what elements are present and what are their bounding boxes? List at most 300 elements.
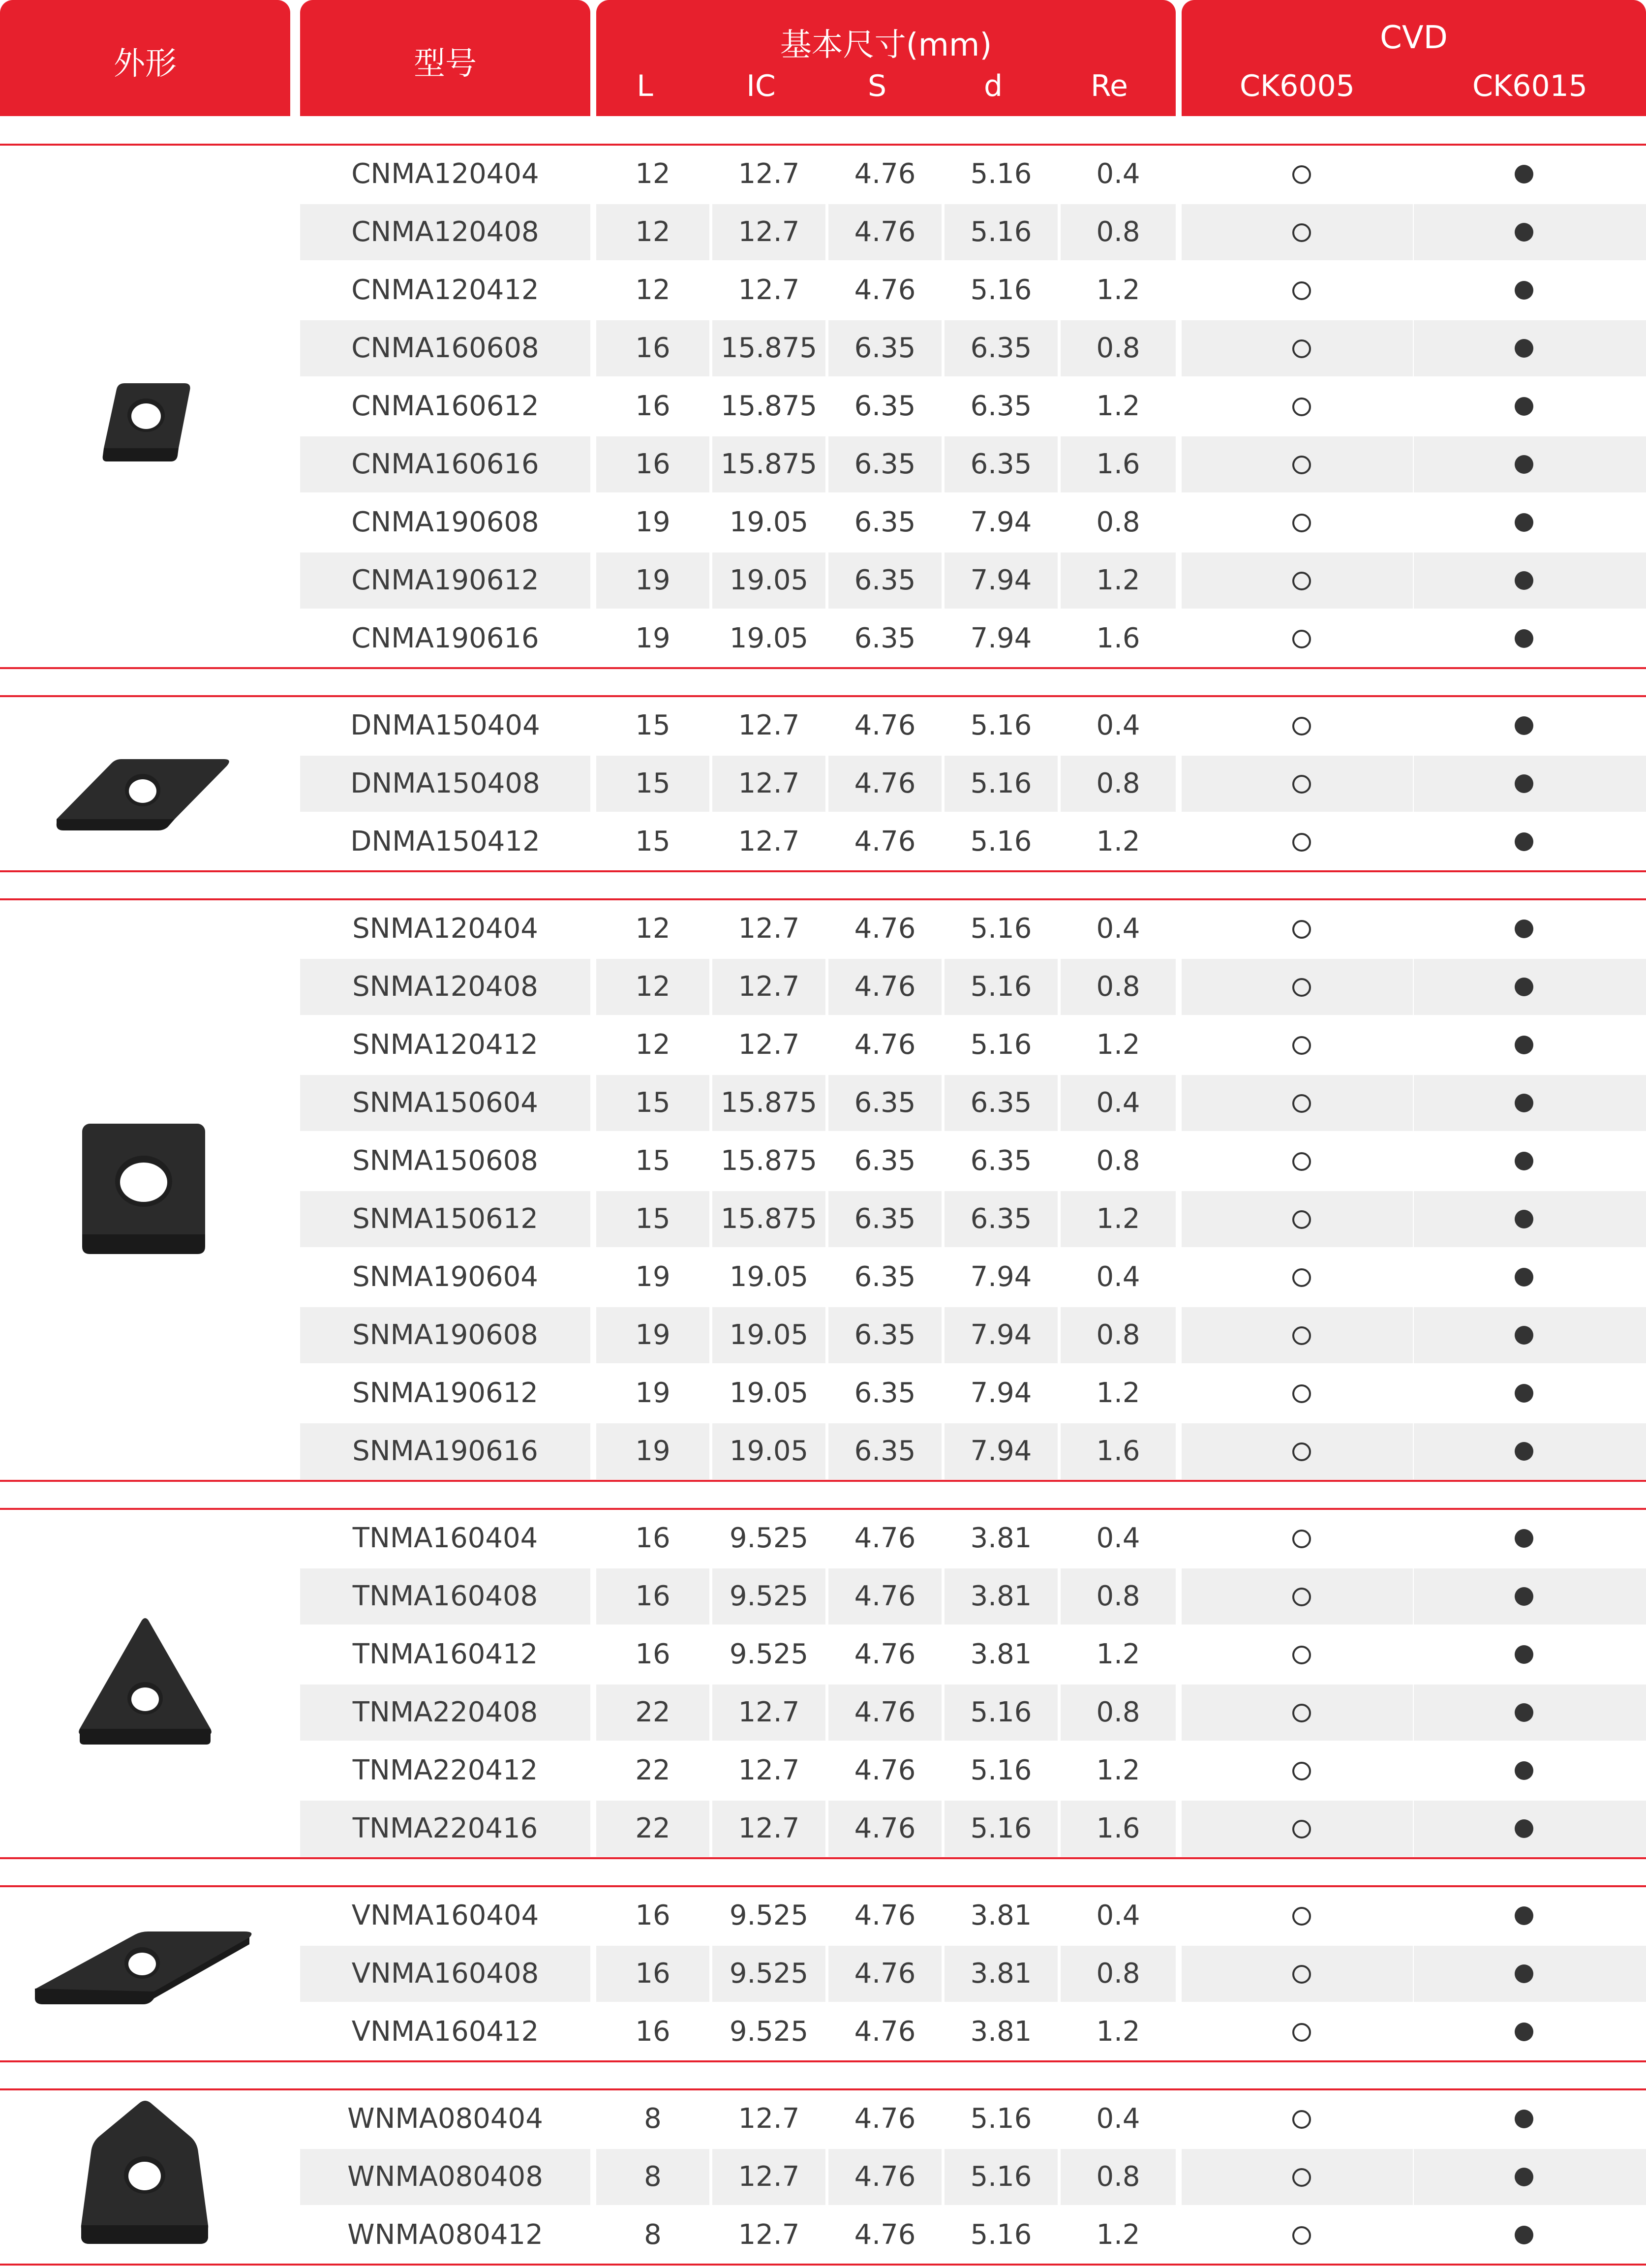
availability-ck6005 <box>1272 1509 1330 1567</box>
square-insert-icon <box>81 1121 209 1261</box>
dim-cell-S: 6.35 <box>854 622 916 654</box>
availability-ck6005 <box>1272 319 1330 377</box>
availability-ck6015 <box>1495 1306 1553 1364</box>
availability-ck6015 <box>1495 145 1553 203</box>
dim-cell-S: 4.76 <box>854 2161 916 2193</box>
dim-cell-IC: 12.7 <box>738 2219 800 2251</box>
model-cell: SNMA190612 <box>352 1377 538 1409</box>
open-circle-icon <box>1292 717 1311 736</box>
dim-cell-Re: 1.6 <box>1096 1435 1140 1467</box>
dim-cell-S: 4.76 <box>854 2016 916 2048</box>
open-circle-icon <box>1292 630 1311 648</box>
dim-cell-S: 6.35 <box>854 564 916 596</box>
availability-ck6005 <box>1272 1625 1330 1684</box>
header-col-d: d <box>983 69 1003 103</box>
dim-cell-Re: 1.2 <box>1096 2219 1140 2251</box>
filled-circle-icon <box>1515 571 1533 590</box>
dim-cell-Re: 0.4 <box>1096 1900 1140 1931</box>
dim-cell-L: 16 <box>635 448 671 480</box>
dim-cell-L: 15 <box>635 826 671 858</box>
dim-cell-L: 16 <box>635 1638 671 1670</box>
filled-circle-icon <box>1515 2226 1533 2244</box>
dim-cell-S: 4.76 <box>854 709 916 741</box>
dim-cell-L: 12 <box>635 274 671 306</box>
dim-cell-Re: 0.8 <box>1096 216 1140 248</box>
dim-cell-IC: 12.7 <box>738 1696 800 1728</box>
open-circle-icon <box>1292 833 1311 852</box>
dim-cell-S: 4.76 <box>854 1754 916 1786</box>
dim-cell-d: 7.94 <box>970 1261 1032 1293</box>
availability-ck6005 <box>1272 1074 1330 1132</box>
model-cell: TNMA220416 <box>352 1812 538 1844</box>
dim-cell-S: 4.76 <box>854 1812 916 1844</box>
filled-circle-icon <box>1515 1442 1533 1461</box>
dim-cell-IC: 9.525 <box>729 1638 809 1670</box>
dim-cell-d: 7.94 <box>970 1377 1032 1409</box>
rhombic-80-insert-icon <box>91 337 199 477</box>
availability-ck6005 <box>1272 2090 1330 2148</box>
header-shape-cell <box>0 0 290 116</box>
dim-cell-IC: 9.525 <box>729 1900 809 1931</box>
dim-cell-IC: 12.7 <box>738 767 800 799</box>
availability-ck6015 <box>1495 2148 1553 2206</box>
open-circle-icon <box>1292 514 1311 532</box>
dim-cell-IC: 9.525 <box>729 1958 809 1990</box>
dim-cell-IC: 19.05 <box>729 622 809 654</box>
dim-cell-L: 19 <box>635 1377 671 1409</box>
availability-ck6015 <box>1495 1422 1553 1480</box>
header-model-label: 型号 <box>414 46 477 82</box>
dim-cell-L: 15 <box>635 1145 671 1177</box>
dim-cell-d: 5.16 <box>970 2103 1032 2135</box>
availability-ck6015 <box>1495 552 1553 610</box>
dim-cell-IC: 15.875 <box>721 332 817 364</box>
filled-circle-icon <box>1515 281 1533 300</box>
availability-ck6005 <box>1272 493 1330 552</box>
dim-cell-d: 5.16 <box>970 913 1032 945</box>
open-circle-icon <box>1292 165 1311 184</box>
dim-cell-Re: 0.4 <box>1096 2103 1140 2135</box>
dim-cell-S: 4.76 <box>854 1958 916 1990</box>
dim-cell-S: 6.35 <box>854 1377 916 1409</box>
model-cell: CNMA120412 <box>351 274 539 306</box>
model-cell: WNMA080404 <box>347 2103 543 2135</box>
dim-cell-d: 5.16 <box>970 1754 1032 1786</box>
model-cell: CNMA120404 <box>351 158 539 190</box>
filled-circle-icon <box>1515 832 1533 851</box>
dim-cell-IC: 15.875 <box>721 448 817 480</box>
dim-cell-IC: 9.525 <box>729 2016 809 2048</box>
model-cell: SNMA120412 <box>352 1029 538 1061</box>
dim-cell-S: 4.76 <box>854 1900 916 1931</box>
dim-cell-d: 6.35 <box>970 1203 1032 1235</box>
header-model-cell <box>300 0 590 116</box>
dim-cell-IC: 15.875 <box>721 1145 817 1177</box>
dim-cell-L: 16 <box>635 1580 671 1612</box>
dim-cell-IC: 12.7 <box>738 1754 800 1786</box>
dim-cell-L: 15 <box>635 1087 671 1119</box>
dim-cell-S: 4.76 <box>854 1580 916 1612</box>
availability-ck6015 <box>1495 2003 1553 2061</box>
header-cvd-title: CVD <box>1380 20 1448 56</box>
dim-cell-Re: 0.4 <box>1096 913 1140 945</box>
availability-ck6015 <box>1495 1567 1553 1625</box>
availability-ck6015 <box>1495 377 1553 435</box>
dim-cell-d: 5.16 <box>970 1696 1032 1728</box>
dim-cell-Re: 0.4 <box>1096 158 1140 190</box>
header-cvd-cell <box>1182 0 1646 116</box>
filled-circle-icon <box>1515 1094 1533 1112</box>
dim-cell-d: 3.81 <box>970 1638 1032 1670</box>
dim-cell-S: 6.35 <box>854 448 916 480</box>
dim-cell-Re: 1.6 <box>1096 1812 1140 1844</box>
filled-circle-icon <box>1515 1529 1533 1548</box>
filled-circle-icon <box>1515 397 1533 416</box>
dim-cell-Re: 0.8 <box>1096 1958 1140 1990</box>
filled-circle-icon <box>1515 339 1533 358</box>
dim-cell-d: 6.35 <box>970 390 1032 422</box>
open-circle-icon <box>1292 1704 1311 1722</box>
model-cell: CNMA160608 <box>351 332 539 364</box>
availability-ck6015 <box>1495 1364 1553 1422</box>
header-dimensions-cell <box>596 0 1176 116</box>
rhombic-55-insert-icon <box>52 725 239 845</box>
model-cell: VNMA160404 <box>351 1900 539 1931</box>
availability-ck6005 <box>1272 1567 1330 1625</box>
header-col-Re: Re <box>1091 69 1128 103</box>
dim-cell-IC: 15.875 <box>721 1203 817 1235</box>
availability-ck6005 <box>1272 2206 1330 2264</box>
dim-cell-L: 15 <box>635 1203 671 1235</box>
dim-cell-S: 6.35 <box>854 1435 916 1467</box>
dim-cell-S: 4.76 <box>854 274 916 306</box>
availability-ck6015 <box>1495 1016 1553 1074</box>
open-circle-icon <box>1292 1210 1311 1229</box>
dim-cell-S: 4.76 <box>854 2103 916 2135</box>
dim-cell-L: 16 <box>635 1900 671 1931</box>
dim-cell-L: 19 <box>635 1261 671 1293</box>
availability-ck6005 <box>1272 813 1330 871</box>
model-cell: SNMA150612 <box>352 1203 538 1235</box>
dim-cell-d: 5.16 <box>970 2219 1032 2251</box>
dim-cell-d: 5.16 <box>970 1812 1032 1844</box>
availability-ck6015 <box>1495 813 1553 871</box>
availability-ck6015 <box>1495 319 1553 377</box>
model-cell: CNMA120408 <box>351 216 539 248</box>
dim-cell-d: 5.16 <box>970 709 1032 741</box>
availability-ck6005 <box>1272 1306 1330 1364</box>
model-cell: CNMA190608 <box>351 506 539 538</box>
availability-ck6005 <box>1272 145 1330 203</box>
open-circle-icon <box>1292 1588 1311 1606</box>
dim-cell-L: 16 <box>635 1958 671 1990</box>
open-circle-icon <box>1292 1326 1311 1345</box>
dim-cell-IC: 9.525 <box>729 1522 809 1554</box>
availability-ck6005 <box>1272 1364 1330 1422</box>
model-cell: TNMA160404 <box>352 1522 538 1554</box>
filled-circle-icon <box>1515 1819 1533 1838</box>
dim-cell-d: 5.16 <box>970 971 1032 1003</box>
dim-cell-IC: 12.7 <box>738 2161 800 2193</box>
dim-cell-Re: 0.8 <box>1096 1696 1140 1728</box>
dim-cell-Re: 0.8 <box>1096 506 1140 538</box>
dim-cell-L: 12 <box>635 216 671 248</box>
dim-cell-L: 12 <box>635 971 671 1003</box>
availability-ck6015 <box>1495 1887 1553 1945</box>
dim-cell-IC: 19.05 <box>729 564 809 596</box>
availability-ck6015 <box>1495 1625 1553 1684</box>
model-cell: DNMA150408 <box>350 767 540 799</box>
availability-ck6005 <box>1272 261 1330 319</box>
dim-cell-Re: 1.2 <box>1096 1029 1140 1061</box>
open-circle-icon <box>1292 1442 1311 1461</box>
dim-cell-L: 22 <box>635 1696 671 1728</box>
open-circle-icon <box>1292 1268 1311 1287</box>
model-cell: SNMA190616 <box>352 1435 538 1467</box>
dim-cell-d: 5.16 <box>970 216 1032 248</box>
model-cell: SNMA150608 <box>352 1145 538 1177</box>
filled-circle-icon <box>1515 716 1533 735</box>
dim-cell-Re: 0.4 <box>1096 1087 1140 1119</box>
availability-ck6015 <box>1495 1945 1553 2003</box>
open-circle-icon <box>1292 1646 1311 1664</box>
open-circle-icon <box>1292 1384 1311 1403</box>
header-col-S: S <box>867 69 887 103</box>
open-circle-icon <box>1292 2023 1311 2042</box>
availability-ck6005 <box>1272 1422 1330 1480</box>
availability-ck6005 <box>1272 1016 1330 1074</box>
dim-cell-L: 8 <box>644 2103 662 2135</box>
availability-ck6005 <box>1272 1742 1330 1800</box>
availability-ck6005 <box>1272 203 1330 261</box>
availability-ck6005 <box>1272 697 1330 755</box>
dim-cell-Re: 1.2 <box>1096 2016 1140 2048</box>
dim-cell-L: 12 <box>635 913 671 945</box>
availability-ck6005 <box>1272 435 1330 493</box>
model-cell: SNMA120408 <box>352 971 538 1003</box>
header-shape-label: 外形 <box>114 46 177 82</box>
dim-cell-S: 4.76 <box>854 2219 916 2251</box>
dim-cell-Re: 1.2 <box>1096 274 1140 306</box>
availability-ck6015 <box>1495 1509 1553 1567</box>
dim-cell-d: 7.94 <box>970 622 1032 654</box>
dim-cell-d: 3.81 <box>970 1900 1032 1931</box>
dim-cell-IC: 19.05 <box>729 1319 809 1351</box>
open-circle-icon <box>1292 281 1311 300</box>
availability-ck6005 <box>1272 610 1330 668</box>
dim-cell-Re: 1.6 <box>1096 622 1140 654</box>
dim-cell-S: 4.76 <box>854 158 916 190</box>
filled-circle-icon <box>1515 629 1533 648</box>
dim-cell-Re: 0.4 <box>1096 1522 1140 1554</box>
filled-circle-icon <box>1515 2023 1533 2041</box>
dim-cell-IC: 19.05 <box>729 1261 809 1293</box>
model-cell: TNMA160408 <box>352 1580 538 1612</box>
dim-cell-Re: 1.2 <box>1096 826 1140 858</box>
dim-cell-S: 6.35 <box>854 332 916 364</box>
dim-cell-IC: 19.05 <box>729 1435 809 1467</box>
dim-cell-Re: 1.2 <box>1096 1377 1140 1409</box>
dim-cell-S: 6.35 <box>854 1261 916 1293</box>
dim-cell-Re: 0.8 <box>1096 1145 1140 1177</box>
header-col-IC: IC <box>746 69 776 103</box>
dim-cell-d: 5.16 <box>970 274 1032 306</box>
dim-cell-Re: 0.8 <box>1096 1580 1140 1612</box>
open-circle-icon <box>1292 978 1311 997</box>
group-bottom-rule <box>0 870 1646 872</box>
dim-cell-d: 6.35 <box>970 1145 1032 1177</box>
model-cell: SNMA190604 <box>352 1261 538 1293</box>
open-circle-icon <box>1292 1820 1311 1839</box>
dim-cell-IC: 12.7 <box>738 2103 800 2135</box>
dim-cell-IC: 15.875 <box>721 1087 817 1119</box>
open-circle-icon <box>1292 920 1311 939</box>
filled-circle-icon <box>1515 455 1533 474</box>
dim-cell-IC: 12.7 <box>738 826 800 858</box>
filled-circle-icon <box>1515 1326 1533 1345</box>
filled-circle-icon <box>1515 1761 1533 1780</box>
filled-circle-icon <box>1515 1703 1533 1722</box>
dim-cell-Re: 0.8 <box>1096 971 1140 1003</box>
availability-ck6015 <box>1495 1132 1553 1190</box>
dim-cell-IC: 19.05 <box>729 506 809 538</box>
filled-circle-icon <box>1515 1152 1533 1170</box>
open-circle-icon <box>1292 1530 1311 1548</box>
open-circle-icon <box>1292 1152 1311 1171</box>
dim-cell-L: 8 <box>644 2161 662 2193</box>
dim-cell-L: 19 <box>635 622 671 654</box>
model-cell: TNMA220412 <box>352 1754 538 1786</box>
dim-cell-S: 6.35 <box>854 1319 916 1351</box>
dim-cell-Re: 0.8 <box>1096 2161 1140 2193</box>
availability-ck6005 <box>1272 2148 1330 2206</box>
open-circle-icon <box>1292 1762 1311 1780</box>
filled-circle-icon <box>1515 2110 1533 2128</box>
dim-cell-Re: 1.2 <box>1096 1638 1140 1670</box>
open-circle-icon <box>1292 223 1311 242</box>
dim-cell-d: 6.35 <box>970 332 1032 364</box>
dim-cell-d: 3.81 <box>970 2016 1032 2048</box>
dim-cell-d: 7.94 <box>970 1319 1032 1351</box>
dim-cell-Re: 0.4 <box>1096 1261 1140 1293</box>
availability-ck6005 <box>1272 1800 1330 1858</box>
dim-cell-d: 7.94 <box>970 1435 1032 1467</box>
dim-cell-d: 5.16 <box>970 158 1032 190</box>
filled-circle-icon <box>1515 1268 1533 1287</box>
dim-cell-d: 6.35 <box>970 1087 1032 1119</box>
dim-cell-IC: 12.7 <box>738 1812 800 1844</box>
availability-ck6015 <box>1495 493 1553 552</box>
dim-cell-S: 6.35 <box>854 1203 916 1235</box>
dim-cell-d: 5.16 <box>970 1029 1032 1061</box>
availability-ck6015 <box>1495 1800 1553 1858</box>
dim-cell-Re: 0.8 <box>1096 332 1140 364</box>
filled-circle-icon <box>1515 1964 1533 1983</box>
dim-cell-IC: 12.7 <box>738 971 800 1003</box>
open-circle-icon <box>1292 1094 1311 1113</box>
availability-ck6015 <box>1495 755 1553 813</box>
model-cell: CNMA160616 <box>351 448 539 480</box>
availability-ck6015 <box>1495 610 1553 668</box>
availability-ck6015 <box>1495 1074 1553 1132</box>
model-cell: DNMA150412 <box>350 826 540 858</box>
dim-cell-L: 15 <box>635 709 671 741</box>
availability-ck6015 <box>1495 2206 1553 2264</box>
filled-circle-icon <box>1515 978 1533 996</box>
dim-cell-IC: 19.05 <box>729 1377 809 1409</box>
dim-cell-d: 3.81 <box>970 1580 1032 1612</box>
open-circle-icon <box>1292 1036 1311 1055</box>
model-cell: VNMA160408 <box>351 1958 539 1990</box>
dim-cell-IC: 9.525 <box>729 1580 809 1612</box>
dim-cell-IC: 12.7 <box>738 1029 800 1061</box>
model-cell: TNMA160412 <box>352 1638 538 1670</box>
availability-ck6015 <box>1495 1684 1553 1742</box>
open-circle-icon <box>1292 339 1311 358</box>
filled-circle-icon <box>1515 919 1533 938</box>
availability-ck6005 <box>1272 1684 1330 1742</box>
dim-cell-S: 4.76 <box>854 767 916 799</box>
model-cell: CNMA190612 <box>351 564 539 596</box>
dim-cell-Re: 0.8 <box>1096 1319 1140 1351</box>
availability-ck6015 <box>1495 1190 1553 1248</box>
dim-cell-IC: 12.7 <box>738 709 800 741</box>
availability-ck6005 <box>1272 1132 1330 1190</box>
filled-circle-icon <box>1515 165 1533 184</box>
dim-cell-S: 6.35 <box>854 390 916 422</box>
filled-circle-icon <box>1515 1384 1533 1403</box>
open-circle-icon <box>1292 1965 1311 1984</box>
filled-circle-icon <box>1515 774 1533 793</box>
dim-cell-S: 4.76 <box>854 1638 916 1670</box>
dim-cell-d: 6.35 <box>970 448 1032 480</box>
dim-cell-d: 5.16 <box>970 826 1032 858</box>
availability-ck6015 <box>1495 697 1553 755</box>
dim-cell-S: 4.76 <box>854 913 916 945</box>
model-cell: SNMA190608 <box>352 1319 538 1351</box>
availability-ck6015 <box>1495 435 1553 493</box>
model-cell: TNMA220408 <box>352 1696 538 1728</box>
header-dimensions-title: 基本尺寸(mm) <box>780 27 992 63</box>
availability-ck6005 <box>1272 1190 1330 1248</box>
availability-ck6005 <box>1272 377 1330 435</box>
availability-ck6015 <box>1495 2090 1553 2148</box>
triangle-insert-icon <box>71 1615 219 1754</box>
dim-cell-d: 3.81 <box>970 1522 1032 1554</box>
dim-cell-L: 16 <box>635 1522 671 1554</box>
dim-cell-L: 12 <box>635 158 671 190</box>
dim-cell-L: 12 <box>635 1029 671 1061</box>
group-bottom-rule <box>0 2060 1646 2062</box>
availability-ck6015 <box>1495 958 1553 1016</box>
filled-circle-icon <box>1515 1906 1533 1925</box>
dim-cell-S: 4.76 <box>854 216 916 248</box>
dim-cell-Re: 1.6 <box>1096 448 1140 480</box>
availability-ck6005 <box>1272 1945 1330 2003</box>
filled-circle-icon <box>1515 513 1533 532</box>
open-circle-icon <box>1292 2110 1311 2129</box>
header-col-L: L <box>637 69 653 103</box>
rhombic-35-insert-icon <box>32 1925 258 2025</box>
dim-cell-IC: 12.7 <box>738 274 800 306</box>
dim-cell-L: 15 <box>635 767 671 799</box>
filled-circle-icon <box>1515 1587 1533 1606</box>
dim-cell-L: 16 <box>635 2016 671 2048</box>
filled-circle-icon <box>1515 1036 1533 1054</box>
open-circle-icon <box>1292 2168 1311 2187</box>
model-cell: CNMA190616 <box>351 622 539 654</box>
availability-ck6005 <box>1272 900 1330 958</box>
